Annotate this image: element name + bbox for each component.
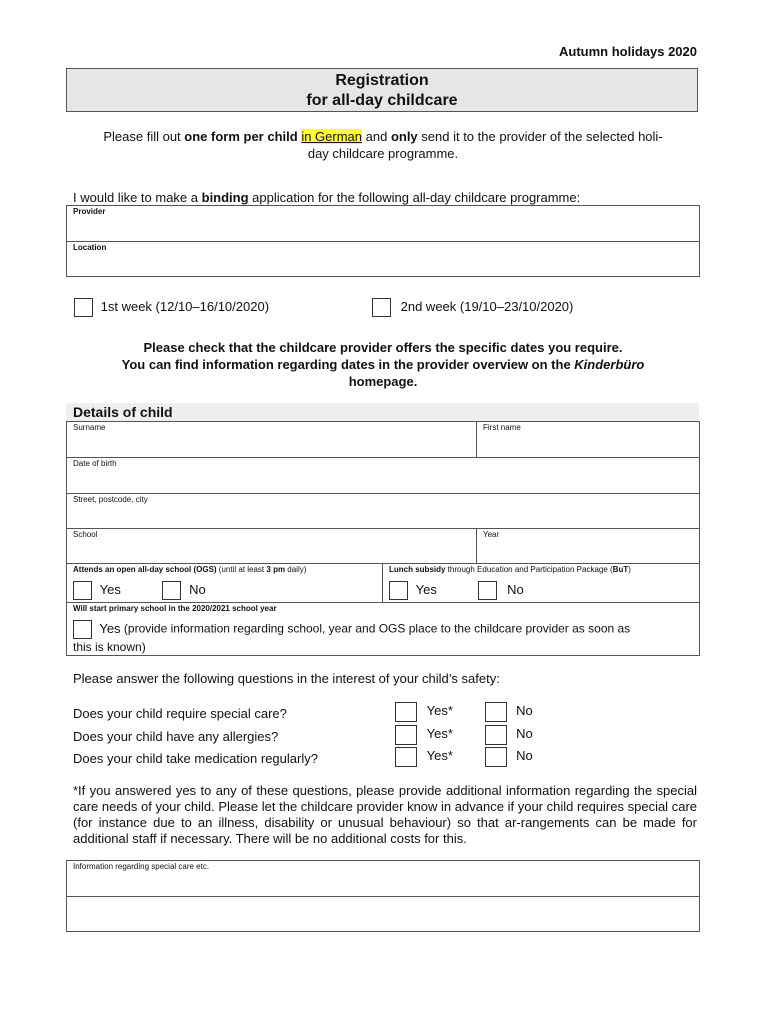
- intro-part: send it to the provider of the selected holi-: [417, 129, 663, 144]
- week2-label: 2nd week (19/10–23/10/2020): [400, 298, 574, 314]
- special-care-info-table: [66, 860, 700, 932]
- primary-school-label: Will start primary school in the 2020/2021 school year: [73, 604, 277, 613]
- form-title: [66, 68, 698, 112]
- lunch-yes-label: Yes: [415, 581, 437, 597]
- notice-line-2: [66, 356, 700, 373]
- primary-school-cell: [67, 603, 700, 656]
- details-heading: Details of child: [66, 403, 699, 421]
- week1-checkbox[interactable]: [74, 298, 93, 317]
- ogs-label-text: (until at least: [216, 565, 267, 574]
- intro-part: and: [362, 129, 391, 144]
- ogs-cell: [67, 564, 383, 603]
- safety-intro: Please answer the following questions in the interest of your child’s safety:: [73, 671, 500, 686]
- first-name-field[interactable]: [477, 422, 700, 458]
- ogs-no-label: No: [189, 581, 206, 597]
- medication-no-checkbox[interactable]: [485, 747, 507, 767]
- lunch-label-text: through Education and Participation Package (: [445, 565, 613, 574]
- child-details-table: [66, 421, 700, 564]
- surname-label: Surname: [73, 423, 106, 432]
- date-notice: [66, 339, 700, 390]
- medication-no-label: No: [516, 748, 533, 764]
- special-care-no-label: No: [516, 703, 533, 719]
- dob-field[interactable]: [67, 458, 700, 494]
- lunch-no-checkbox[interactable]: [478, 581, 497, 600]
- provider-field[interactable]: [67, 206, 700, 242]
- address-field[interactable]: [67, 494, 700, 529]
- application-statement: [73, 190, 580, 205]
- school-field[interactable]: [67, 529, 477, 564]
- location-label: Location: [73, 243, 107, 252]
- provider-label: Provider: [73, 207, 106, 216]
- ogs-label-bold: Attends an open all-day school (OGS): [73, 565, 217, 574]
- week1-option[interactable]: [74, 298, 269, 317]
- ogs-yes-label: Yes: [99, 581, 121, 597]
- ogs-lunch-table: [66, 563, 700, 656]
- address-label: Street, postcode, city: [73, 495, 148, 504]
- notice-kinderbuero: Kinderbüro: [574, 357, 645, 372]
- allergies-answers: [395, 725, 533, 745]
- question-allergies: Does your child have any allergies?: [73, 729, 279, 744]
- medication-yes-checkbox[interactable]: [395, 747, 417, 767]
- primary-school-yes-label: Yes: [99, 620, 121, 636]
- intro-highlight-german: in German: [301, 129, 363, 144]
- allergies-no-checkbox[interactable]: [485, 725, 507, 745]
- lunch-label-but: BuT: [612, 565, 629, 574]
- title-line-1: Registration: [335, 72, 429, 89]
- week2-checkbox[interactable]: [372, 298, 391, 317]
- lunch-yes-checkbox[interactable]: [389, 581, 408, 600]
- season-label: Autumn holidays 2020: [559, 44, 697, 59]
- week2-option[interactable]: [372, 298, 573, 317]
- question-special-care: Does your child require special care?: [73, 706, 287, 721]
- ogs-label-end: daily): [285, 565, 307, 574]
- week1-label: 1st week (12/10–16/10/2020): [100, 298, 270, 314]
- ogs-label: [73, 564, 376, 575]
- location-field[interactable]: [67, 242, 700, 277]
- first-name-label: First name: [483, 423, 521, 432]
- primary-school-note: (provide information regarding school, year and OGS place to the childcare provider as soon as: [120, 621, 631, 636]
- special-care-no-checkbox[interactable]: [485, 702, 507, 722]
- allergies-yes-checkbox[interactable]: [395, 725, 417, 745]
- application-text: I would like to make a: [73, 190, 202, 205]
- allergies-yes-label: Yes*: [426, 726, 453, 742]
- application-bold-binding: binding: [201, 190, 249, 205]
- ogs-no-checkbox[interactable]: [162, 581, 181, 600]
- lunch-cell: [383, 564, 700, 603]
- intro-text: [66, 128, 700, 162]
- special-care-info-field[interactable]: [67, 861, 700, 897]
- primary-school-yes-checkbox[interactable]: [73, 620, 92, 639]
- special-care-yes-checkbox[interactable]: [395, 702, 417, 722]
- year-field[interactable]: [477, 529, 700, 564]
- question-medication: Does your child take medication regularly?: [73, 751, 318, 766]
- special-care-info-field-2[interactable]: [67, 897, 700, 932]
- intro-line-2: day childcare programme.: [307, 146, 459, 161]
- lunch-label-bold: Lunch subsidy: [389, 565, 446, 574]
- intro-bold-only: only: [390, 129, 418, 144]
- primary-school-note-2: this is known): [73, 640, 146, 654]
- medication-yes-label: Yes*: [426, 748, 453, 764]
- notice-line-1: Please check that the childcare provider offers the specific dates you require.: [143, 340, 623, 355]
- special-care-answers: [395, 702, 533, 722]
- notice-line-3: homepage.: [348, 374, 418, 389]
- school-label: School: [73, 530, 98, 539]
- intro-part: Please fill out: [103, 129, 185, 144]
- ogs-label-time: 3 pm: [266, 565, 286, 574]
- ogs-yes-checkbox[interactable]: [73, 581, 92, 600]
- provider-table: [66, 205, 700, 277]
- lunch-no-label: No: [507, 581, 524, 597]
- year-label: Year: [483, 530, 500, 539]
- safety-footnote: *If you answered yes to any of these questions, please provide additional information regarding the special care needs of your child. Please let the childcare provider know in advance if your child requires special care (for instance due to an illness, disability or unusual behaviour) so that ar-rangements can be made for additional staff if necessary. There will be no additional costs for this.: [73, 783, 697, 846]
- lunch-label-end: ): [628, 565, 631, 574]
- title-line-2: for all-day childcare: [306, 92, 458, 109]
- notice-line-2-text: You can find information regarding dates in the provider overview on the: [121, 357, 575, 372]
- special-care-info-label: Information regarding special care etc.: [73, 862, 210, 871]
- medication-answers: [395, 747, 533, 767]
- allergies-no-label: No: [516, 726, 533, 742]
- lunch-label: [389, 564, 693, 575]
- surname-field[interactable]: [67, 422, 477, 458]
- intro-bold-one-form: one form per child: [184, 129, 298, 144]
- application-text: application for the following all-day childcare programme:: [248, 190, 581, 205]
- dob-label: Date of birth: [73, 459, 117, 468]
- special-care-yes-label: Yes*: [426, 703, 453, 719]
